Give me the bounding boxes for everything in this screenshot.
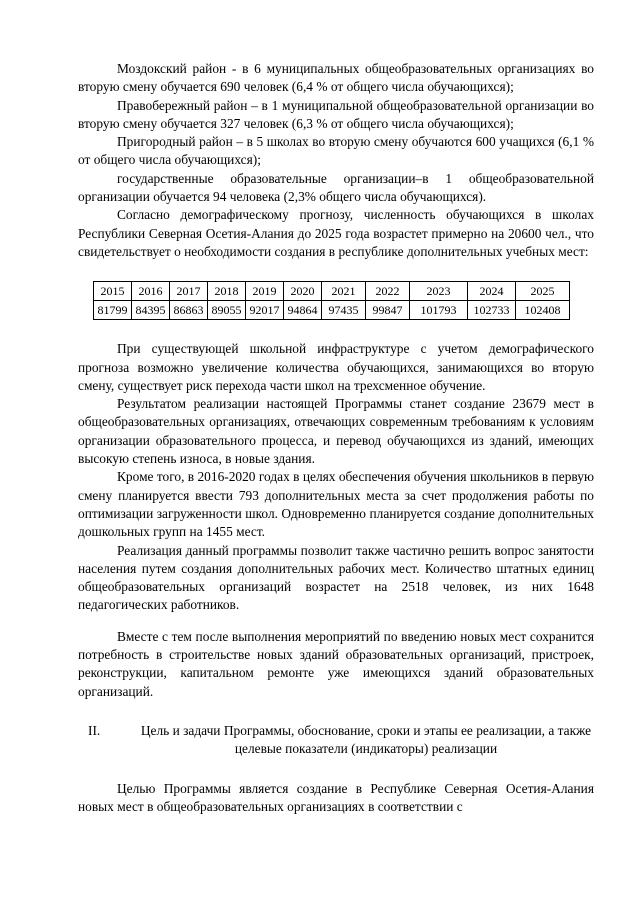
year-cell: 2018: [208, 282, 246, 301]
value-cell: 102408: [516, 301, 570, 320]
paragraph-program-result: Результатом реализации настоящей Программы станет создание 23679 мест в общеобразовательных организациях, отвечающих современным требованиям к условиям организации образовательного процесса, и перевод обучающихся из зданий, имеющих высокую степень износа, в новые здания.: [78, 396, 594, 467]
year-cell: 2023: [410, 282, 468, 301]
paragraph-prigorodny: Пригородный район – в 5 школах во вторую смену обучаются 600 учащихся (6,1 % от общего числа обучающихся);: [78, 134, 594, 168]
year-cell: 2020: [284, 282, 322, 301]
paragraph-first-shift: Кроме того, в 2016-2020 годах в целях обеспечения обучения школьников в первую смену планируется ввести 793 дополнительных места за счет продолжения работы по оптимизации загруженности школ. Одновременно планируется создание дополнительных дошкольных групп на 1455 мест.: [78, 469, 594, 540]
paragraph-state-organizations: государственные образовательные организации–в 1 общеобразовательной организации обучается 94 человека (2,3% общего числа обучающихся).: [78, 170, 594, 205]
value-cell: 97435: [322, 301, 366, 320]
year-cell: 2017: [170, 282, 208, 301]
paragraph-pravoberezhny: Правобережный район – в 1 муниципальной общеобразовательной организации во вторую смену обучается 327 человек (6,3 % от общего числа обучающихся);: [78, 97, 594, 131]
paragraph-demographic-forecast: Согласно демографическому прогнозу, численность обучающихся в школах Республики Северная Осетия-Алания до 2025 года возрастет примерно на 20600 чел., что свидетельствует о необходимости создания в республике дополнительных учебных мест:: [78, 207, 594, 259]
paragraph-employment: Реализация данный программы позволит также частично решить вопрос занятости населения путем создания дополнительных рабочих мест. Количество штатных единиц общеобразовательных организаций возрастет на 2518 человек, из них 1648 педагогических работников.: [78, 542, 594, 613]
section-number: II.: [88, 722, 101, 738]
year-cell: 2015: [94, 282, 132, 301]
value-cell: 99847: [366, 301, 410, 320]
table-row-years: [94, 282, 570, 301]
value-cell: 94864: [284, 301, 322, 320]
section-title: Цель и задачи Программы, обоснование, сроки и этапы ее реализации, а также целевые показатели (индикаторы) реализации: [140, 722, 592, 757]
paragraph-program-goal: Целью Программы является создание в Республике Северная Осетия-Алания новых мест в общеобразовательных организациях в соответствии с: [78, 780, 594, 814]
year-cell: 2021: [322, 282, 366, 301]
year-cell: 2024: [468, 282, 516, 301]
paragraph-mozdok: Моздокский район - в 6 муниципальных общеобразовательных организациях во вторую смену обучается 690 человек (6,4 % от общего числа обучающихся);: [78, 61, 594, 95]
paragraph-construction-need: Вместе с тем после выполнения мероприятий по введению новых мест сохранится потребность в строительстве новых зданий образовательных организаций, пристроек, реконструкции, капитальном ремонте уже имеющихся зданий образовательных организаций.: [78, 628, 594, 699]
value-cell: 101793: [410, 301, 468, 320]
year-cell: 2016: [132, 282, 170, 301]
table-row-values: [94, 301, 570, 320]
enrollment-forecast-table: [93, 281, 570, 320]
year-cell: 2022: [366, 282, 410, 301]
value-cell: 102733: [468, 301, 516, 320]
value-cell: 89055: [208, 301, 246, 320]
year-cell: 2025: [516, 282, 570, 301]
section-heading: [78, 722, 594, 759]
value-cell: 84395: [132, 301, 170, 320]
year-cell: 2019: [246, 282, 284, 301]
value-cell: 92017: [246, 301, 284, 320]
value-cell: 81799: [94, 301, 132, 320]
document-body: [78, 60, 594, 816]
paragraph-infrastructure-risk: При существующей школьной инфраструктуре с учетом демографического прогноза возможно увеличение количества обучающихся, занимающихся во вторую смену, существует риск перехода части школ на трехсменное обучение.: [78, 341, 594, 393]
value-cell: 86863: [170, 301, 208, 320]
